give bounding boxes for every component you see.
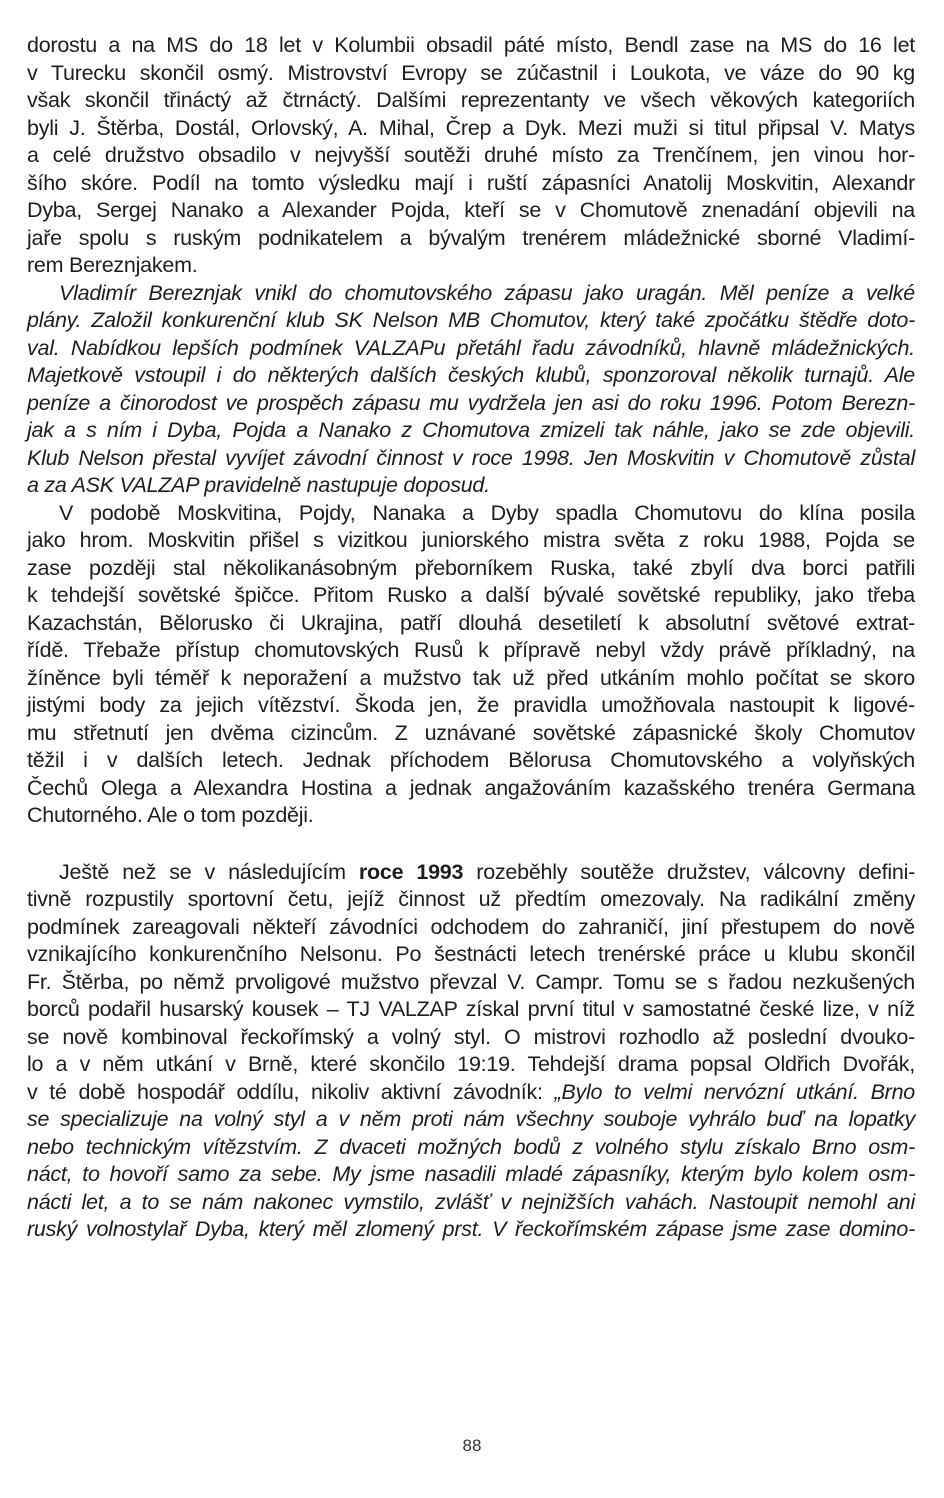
text-line: se specializuje na volný styl a v něm proti nám všechny souboje vyhrálo buď na lopatky — [27, 1107, 915, 1131]
text-line: Vladimír Bereznjak vnikl do chomutovského zápasu jako uragán. Měl peníze a velké — [59, 280, 915, 305]
text-line: náct, to hovoří samo za sebe. My jsme nasadili mladé zápasníky, kterým bylo kolem osm- — [27, 1162, 915, 1186]
text-line: v Turecku skončil osmý. Mistrovství Evropy se zúčastnil i Loukota, ve váze do 90 kg — [27, 60, 915, 85]
text-line: nácti let, a to se nám nakonec vymstilo, zvlášť v nejnižších vahách. Nastoupit nemohl ani — [27, 1189, 915, 1214]
text-line: byli J. Štěrba, Dostál, Orlovský, A. Mihal, Črep a Dyk. Mezi muži si titul připsal V. Matys — [27, 115, 915, 140]
text-line: Čechů Olega a Alexandra Hostina a jednak angažováním kazašského trenéra Germana — [27, 775, 915, 800]
text-line: a za ASK VALZAP pravidelně nastupuje doposud. — [27, 473, 490, 497]
text-line: plány. Založil konkurenční klub SK Nelson MB Chomutov, který také zpočátku štědře doto- — [27, 308, 915, 332]
text-line: dorostu a na MS do 18 let v Kolumbii obsadil páté místo, Bendl zase na MS do 16 let — [27, 33, 915, 57]
text-line: lo a v něm utkání v Brně, které skončilo 19:19. Tehdejší drama popsal Oldřich Dvořák, — [27, 1052, 915, 1076]
text-line: Chutorného. Ale o tom později. — [27, 803, 314, 827]
text-line: se nově kombinoval řeckořímský a volný styl. O mistrovi rozhodlo až poslední dvouko- — [27, 1024, 915, 1049]
text-run: rozeběhly soutěže družstev, válcovny defini- — [463, 859, 916, 884]
text-line: však skončil třináctý až čtrnáctý. Dalšími reprezentanty ve všech věkových kategoriích — [27, 88, 915, 112]
italic-paragraph — [27, 280, 915, 500]
text-line: jako hrom. Moskvitin přišel s vizitkou juniorského mistra světa z roku 1988, Pojda se — [27, 528, 915, 552]
text-line: zase později stal několikanásobným přeborníkem Ruska, také zbylí dva borci patřili — [27, 555, 915, 580]
text-line: ruský volnostylař Dyba, který měl zlomený prst. V řeckořímském zápase jsme zase domino- — [27, 1217, 915, 1241]
text-line: nebo technickým vítězstvím. Z dvaceti možných bodů z volného stylu získalo Brno osm- — [27, 1134, 915, 1159]
text-line: jak a s ním i Dyba, Pojda a Nanako z Chomutova zmizeli tak náhle, jako se zde objevili. — [27, 418, 915, 442]
text-line: Majetkově vstoupil i do některých dalších českých klubů, sponzoroval několik turnajů. Ale — [27, 363, 915, 387]
quote-start: „Bylo to velmi nervózní utkání. Brno — [554, 1079, 915, 1104]
text-line: mu střetnutí jen dvěma cizincům. Z uznávané sovětské zápasnické školy Chomutov — [27, 720, 915, 745]
text-line: tivně rozpustily sportovní četu, jejíž činnost už předtím omezovaly. Na radikální změny — [27, 887, 915, 911]
text-line: k tehdejší sovětské špičce. Přitom Rusko a další bývalé sovětské republiky, jako třeba — [27, 583, 915, 607]
text-line: podmínek zareagovali někteří závodníci odchodem do zahraničí, jiní přestupem do nově — [27, 914, 915, 939]
text-line: vznikajícího konkurenčního Nelsonu. Po šestnácti letech trenérské práce u klubu skončil — [27, 942, 915, 966]
text-line: V podobě Moskvitina, Pojdy, Nanaka a Dyby spadla Chomutovu do klína posila — [59, 500, 915, 525]
body-text — [27, 32, 915, 1244]
text-line: Kazachstán, Bělorusko či Ukrajina, patří dlouhá desetiletí k absolutní světové extrat- — [27, 610, 915, 635]
paragraph — [27, 500, 915, 830]
bold-year: roce 1993 — [358, 859, 464, 884]
text-line: Dyba, Sergej Nanako a Alexander Pojda, kteří se v Chomutově znenadání objevili na — [27, 198, 915, 222]
text-line: žíněnce byli téměř k neporažení a mužstvo tak už před utkáním mohlo počítat se skoro — [27, 665, 915, 690]
text-line: řídě. Třebaže přístup chomutovských Rusů k přípravě nebyl vždy právě příkladný, na — [27, 638, 915, 662]
text-line: těžil i v dalších letech. Jednak příchodem Bělorusa Chomutovského a volyňských — [27, 748, 915, 772]
text-line: peníze a činorodost ve prospěch zápasu mu vydržela jen asi do roku 1996. Potom Berezn- — [27, 390, 915, 415]
paragraph — [27, 859, 915, 1244]
text-line: Fr. Štěrba, po němž prvoligové mužstvo převzal V. Campr. Tomu se s řadou nezkušených — [27, 969, 915, 994]
text-line: jaře spolu s ruským podnikatelem a bývalým trenérem mládežnické sborné Vladimí- — [27, 225, 915, 250]
paragraph-gap — [27, 830, 915, 859]
text-run: Ještě než se v následujícím — [59, 859, 359, 884]
text-line: šího skóre. Podíl na tomto výsledku mají i ruští zápasníci Anatolij Moskvitin, Alexandr — [27, 170, 915, 195]
page-number: 88 — [462, 1436, 482, 1455]
text-line: val. Nabídkou lepších podmínek VALZAPu přetáhl řadu závodníků, hlavně mládežnických. — [27, 335, 915, 360]
text-line — [27, 1079, 915, 1107]
text-line: a celé družstvo obsadilo v nejvyšší soutěži druhé místo za Trenčínem, jen vinou hor- — [27, 143, 915, 167]
text-run: v té době hospodář oddílu, nikoliv aktivní závodník: — [27, 1079, 555, 1104]
paragraph — [27, 32, 915, 280]
text-line: Klub Nelson přestal vyvíjet závodní činnost v roce 1998. Jen Moskvitin v Chomutově zůstal — [27, 445, 915, 470]
text-line — [27, 859, 915, 887]
text-line: rem Bereznjakem. — [27, 253, 198, 277]
text-line: borců podařil husarský kousek – TJ VALZAP získal první titul v samostatné české lize, v níž — [27, 997, 915, 1021]
text-line: jistými body za jejich vítězství. Škoda jen, že pravidla umožňovala nastoupit k ligové- — [27, 693, 915, 717]
